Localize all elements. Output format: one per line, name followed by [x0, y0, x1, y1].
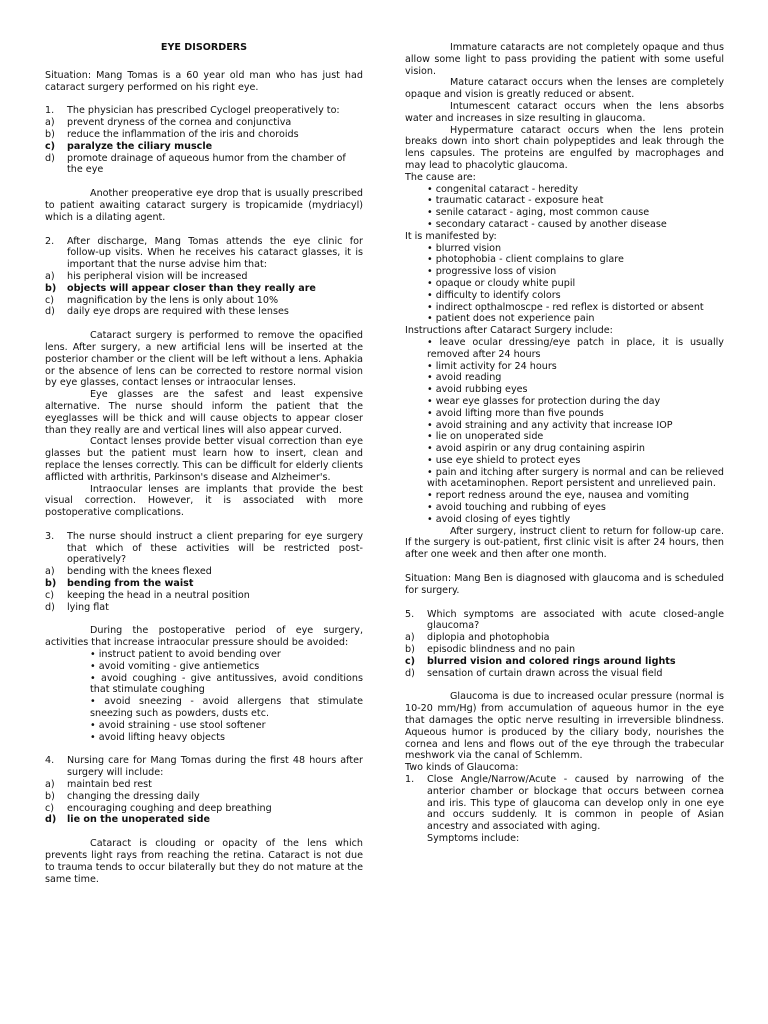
list-item: • avoid coughing - give antitussives, avoid conditions that stimulate coughing	[90, 673, 363, 697]
list-item: • report redness around the eye, nausea and vomiting	[427, 490, 724, 502]
page-title: EYE DISORDERS	[160, 42, 248, 53]
list-item: • progressive loss of vision	[427, 266, 724, 278]
question-text: Nursing care for Mang Tomas during the first 48 hours after surgery will include:	[67, 755, 363, 779]
iop-avoid-list	[45, 649, 363, 743]
option-letter: d)	[45, 152, 55, 164]
cataract-type-paragraph: Immature cataracts are not completely opaque and thus allow some light to pass providing the patient with some useful vision.	[405, 42, 724, 77]
option-text: keeping the head in a neutral position	[67, 589, 250, 601]
option-a	[405, 632, 724, 644]
list-item: • wear eye glasses for protection during the day	[427, 396, 724, 408]
cataract-type-paragraph: Mature cataract occurs when the lenses are completely opaque and vision is greatly reduced or absent.	[405, 77, 724, 101]
question-5	[405, 609, 724, 633]
cataract-type-paragraph: Hypermature cataract occurs when the lens protein breaks down into short chain polypeptides and leak through the lens capsules. The proteins are engulfed by macrophages and may lead to phacolytic glaucoma.	[405, 124, 724, 171]
question-text: The nurse should instruct a client preparing for eye surgery that which of these activities will be restricted post-operatively?	[67, 530, 363, 566]
list-item: • traumatic cataract - exposure heat	[427, 195, 724, 207]
rationale-2-paragraph: Eye glasses are the safest and least expensive alternative. The nurse should inform the patient that the eyeglasses will be thick and will cause objects to appear closer than they really are and vertical lines will also appear curved.	[45, 389, 363, 436]
list-item: • avoid lifting heavy objects	[90, 732, 363, 744]
list-item: • difficulty to identify colors	[427, 290, 724, 302]
option-text: reduce the inflammation of the iris and choroids	[67, 128, 299, 140]
option-d	[45, 153, 363, 177]
option-letter: d)	[45, 601, 55, 613]
option-b	[45, 129, 363, 141]
option-text: bending with the knees flexed	[67, 566, 212, 578]
option-b	[45, 791, 363, 803]
symptoms-include: Symptoms include:	[427, 833, 520, 844]
option-c	[45, 590, 363, 602]
list-item: • avoid straining - use stool softener	[90, 720, 363, 732]
option-d	[45, 602, 363, 614]
cataract-type-paragraph: Intumescent cataract occurs when the lens absorbs water and increases in size resulting in glaucoma.	[405, 100, 724, 124]
list-item: • congenital cataract - heredity	[427, 184, 724, 196]
option-text: lie on the unoperated side	[67, 814, 210, 826]
manifest-heading: It is manifested by:	[405, 230, 497, 242]
list-item: • avoid rubbing eyes	[427, 384, 724, 396]
option-text: paralyze the ciliary muscle	[67, 140, 213, 152]
option-letter: a)	[45, 117, 55, 129]
option-letter: a)	[45, 270, 55, 282]
manifestation-list	[405, 243, 724, 326]
option-letter: b)	[405, 644, 415, 656]
option-b	[405, 644, 724, 656]
question-2	[45, 236, 363, 271]
question-text: After discharge, Mang Tomas attends the eye clinic for follow-up visits. When he receives his cataract glasses, it is important that the nurse advise him that:	[67, 235, 363, 271]
option-text: his peripheral vision will be increased	[67, 270, 248, 282]
list-item: • limit activity for 24 hours	[427, 361, 724, 373]
option-text: daily eye drops are required with these lenses	[67, 306, 289, 318]
option-text: episodic blindness and no pain	[427, 644, 576, 656]
option-letter: a)	[45, 566, 55, 578]
question-4	[45, 755, 363, 779]
question-number: 4.	[45, 755, 55, 767]
question-text: Which symptoms are associated with acute closed-angle glaucoma?	[427, 608, 724, 632]
list-item: • senile cataract - aging, most common cause	[427, 207, 724, 219]
option-letter: b)	[45, 578, 57, 590]
option-d	[45, 306, 363, 318]
list-item: • patient does not experience pain	[427, 313, 724, 325]
option-letter: c)	[405, 655, 416, 667]
list-item: • blurred vision	[427, 243, 724, 255]
option-text: maintain bed rest	[67, 779, 152, 791]
rationale-4: Cataract is clouding or opacity of the lens which prevents light rays from reaching the retina. Cataract is not due to trauma tends to occur bilaterally but they do not mature at the same time.	[45, 838, 363, 885]
question-number: 1.	[45, 105, 55, 117]
kind-text: Close Angle/Narrow/Acute - caused by narrowing of the anterior chamber or blockage that occurs between cornea and iris. This type of glaucoma can develop only in one eye and occurs suddenly. It is common in people of Asian ancestry and associated with aging.	[427, 774, 724, 833]
option-letter: b)	[45, 128, 55, 140]
list-item: • pain and itching after surgery is normal and can be relieved with acetaminophen. Report persistent and unrelieved pain.	[427, 467, 724, 491]
list-item: • leave ocular dressing/eye patch in place, it is usually removed after 24 hours	[427, 337, 724, 361]
option-text: objects will appear closer than they really are	[67, 282, 316, 294]
cause-list	[405, 184, 724, 231]
list-item: • avoid lifting more than five pounds	[427, 408, 724, 420]
rationale-3: During the postoperative period of eye surgery, activities that increase intraocular pressure should be avoided:	[45, 625, 363, 649]
list-item: • avoid touching and rubbing of eyes	[427, 502, 724, 514]
left-column	[45, 42, 363, 885]
option-text: blurred vision and colored rings around lights	[427, 655, 676, 667]
option-text: magnification by the lens is only about 10%	[67, 294, 279, 306]
situation-2: Situation: Mang Ben is diagnosed with glaucoma and is scheduled for surgery.	[405, 573, 724, 596]
option-a	[45, 271, 363, 283]
option-text: changing the dressing daily	[67, 790, 200, 802]
instructions-list	[405, 337, 724, 526]
option-letter: b)	[45, 790, 55, 802]
option-d	[405, 668, 724, 680]
option-text: encouraging coughing and deep breathing	[67, 802, 272, 814]
list-item: • photophobia - client complains to glare	[427, 254, 724, 266]
option-b-answer	[45, 283, 363, 295]
list-item: • avoid sneezing - avoid allergens that stimulate sneezing such as powders, dusts etc.	[90, 696, 363, 720]
list-item: • avoid reading	[427, 372, 724, 384]
rationale-2-paragraph: Intraocular lenses are implants that provide the best visual correction. However, it is associated with more postoperative complications.	[45, 483, 363, 519]
option-text: sensation of curtain drawn across the visual field	[427, 667, 663, 679]
list-item: • avoid straining and any activity that increase IOP	[427, 420, 724, 432]
option-letter: d)	[45, 814, 57, 826]
question-number: 5.	[405, 608, 415, 620]
list-item: • avoid vomiting - give antiemetics	[90, 661, 363, 673]
after-surgery-paragraph: After surgery, instruct client to return for follow-up care. If the surgery is out-patient, first clinic visit is after 24 hours, then after one week and then after one month.	[405, 525, 724, 561]
rationale-2-paragraph: Contact lenses provide better visual correction than eye glasses but the patient must learn how to insert, clean and replace the lenses correctly. This can be difficult for elderly clients afflicted with arthritis, Parkinson's disease and Alzheimer's.	[45, 436, 363, 483]
option-a	[45, 117, 363, 129]
list-item: • indirect opthalmoscpe - red reflex is distorted or absent	[427, 302, 724, 314]
question-1	[45, 105, 363, 117]
option-text: bending from the waist	[67, 578, 194, 590]
rationale-2-paragraph: Cataract surgery is performed to remove the opacified lens. After surgery, a new artificial lens will be inserted at the posterior chamber or the client will be left without a lens. Aphakia or the absence of lens can be corrected to restore normal vision by eye glasses, contact lenses or intraocular lenses.	[45, 330, 363, 389]
situation-1: Situation: Mang Tomas is a 60 year old man who has just had cataract surgery performed on his right eye.	[45, 69, 363, 93]
question-3	[45, 531, 363, 566]
question-number: 2.	[45, 235, 55, 247]
option-b-answer	[45, 578, 363, 590]
option-a	[45, 779, 363, 791]
list-item: • lie on unoperated side	[427, 431, 724, 443]
instructions-heading: Instructions after Cataract Surgery include:	[405, 325, 613, 337]
option-letter: b)	[45, 282, 57, 294]
option-letter: c)	[45, 140, 56, 152]
list-item: • opaque or cloudy white pupil	[427, 278, 724, 290]
option-text: lying flat	[67, 601, 109, 613]
option-letter: a)	[45, 779, 55, 791]
option-c-answer	[45, 141, 363, 153]
question-number: 3.	[45, 530, 55, 542]
option-text: diplopia and photophobia	[427, 632, 550, 644]
list-item: • secondary cataract - caused by another disease	[427, 219, 724, 231]
option-a	[45, 566, 363, 578]
option-letter: a)	[405, 632, 415, 644]
list-item: • avoid aspirin or any drug containing aspirin	[427, 443, 724, 455]
option-c	[45, 295, 363, 307]
option-letter: c)	[45, 589, 55, 601]
option-letter: d)	[45, 306, 55, 318]
option-text: promote drainage of aqueous humor from the chamber of the eye	[67, 152, 346, 176]
list-item: • avoid closing of eyes tightly	[427, 514, 724, 526]
option-letter: c)	[45, 294, 55, 306]
question-text: The physician has prescribed Cyclogel preoperatively to:	[67, 105, 340, 117]
option-c-answer	[405, 656, 724, 668]
list-item: • instruct patient to avoid bending over	[90, 649, 363, 661]
option-d-answer	[45, 814, 363, 826]
option-text: prevent dryness of the cornea and conjunctiva	[67, 117, 292, 129]
option-letter: d)	[405, 667, 415, 679]
list-item: • use eye shield to protect eyes	[427, 455, 724, 467]
option-c	[45, 803, 363, 815]
rationale-1: Another preoperative eye drop that is usually prescribed to patient awaiting cataract surgery is tropicamide (mydriacyl) which is a dilating agent.	[45, 188, 363, 223]
right-column	[405, 42, 724, 845]
cause-heading: The cause are:	[405, 171, 476, 183]
glaucoma-paragraph: Glaucoma is due to increased ocular pressure (normal is 10-20 mm/Hg) from accumulation of aqueous humor in the eye that damages the optic nerve resulting in irreversible blindness. Aqueous humor is produced by the ciliary body, nourishes the cornea and lens and flows out of the eye through the trabecular meshwork via the canal of Schlemm.	[405, 691, 724, 762]
two-kinds-heading: Two kinds of Glaucoma:	[405, 762, 519, 774]
option-letter: c)	[45, 802, 55, 814]
kind-number: 1.	[405, 774, 415, 786]
glaucoma-kind-1	[405, 774, 724, 833]
